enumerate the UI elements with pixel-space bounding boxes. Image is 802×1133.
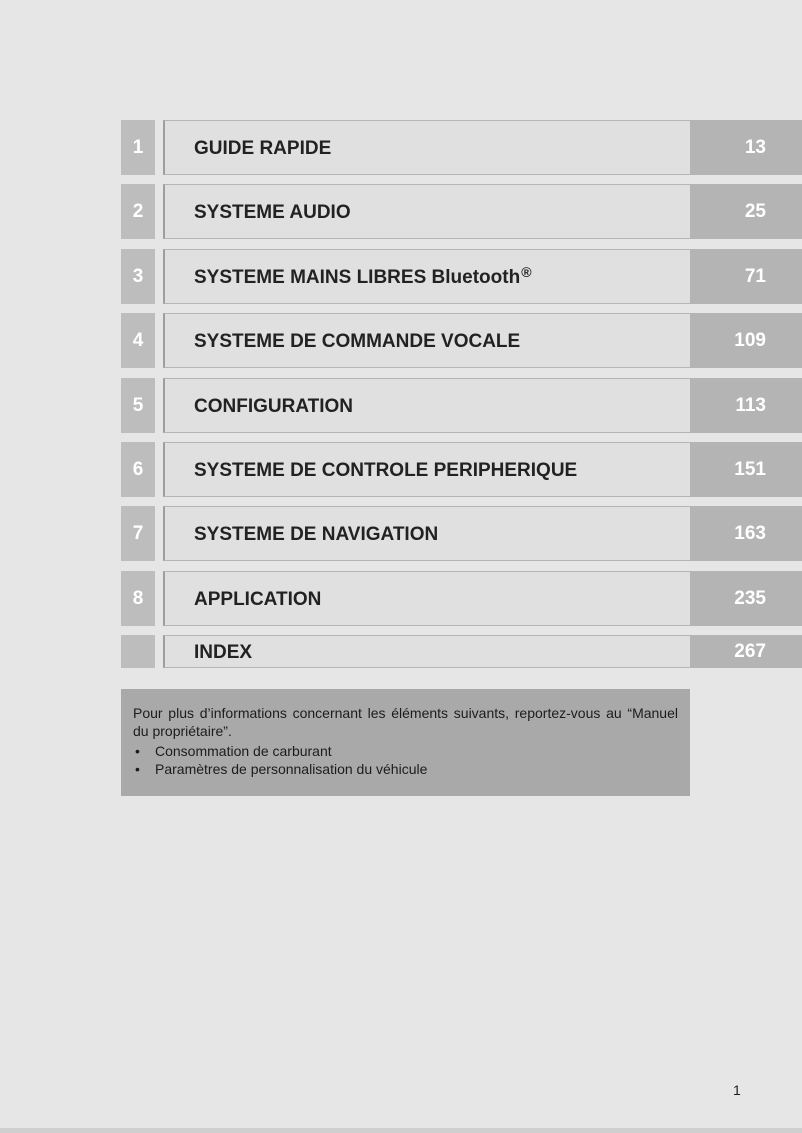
chapter-title[interactable]: SYSTEME DE NAVIGATION: [194, 524, 439, 545]
list-item: [133, 760, 678, 778]
registered-mark: ®: [521, 264, 532, 280]
chapter-row-8[interactable]: [121, 571, 802, 626]
chapter-row-3[interactable]: [121, 249, 802, 304]
list-item: [133, 742, 678, 760]
chapter-page-tab[interactable]: 163: [690, 506, 802, 561]
chapter-title-text: SYSTEME MAINS LIBRES Bluetooth: [194, 267, 521, 288]
page-number: 1: [733, 1082, 741, 1098]
note-intro: Pour plus d’informations concernant les éléments suivants, reportez-vous au “Manuel du propriétaire”.: [133, 705, 678, 739]
chapter-number-tab: 5: [121, 378, 155, 433]
index-title-box: [163, 635, 692, 668]
owner-manual-note: [121, 689, 690, 796]
chapter-number-tab: 2: [121, 184, 155, 239]
list-item-text: Consommation de carburant: [155, 743, 332, 759]
chapter-title-box: [163, 506, 692, 561]
chapter-title[interactable]: SYSTEME DE CONTROLE PERIPHERIQUE: [194, 460, 578, 481]
chapter-title-box: [163, 184, 692, 239]
index-title[interactable]: INDEX: [194, 642, 253, 663]
chapter-page-tab[interactable]: 109: [690, 313, 802, 368]
chapter-title-box: [163, 571, 692, 626]
chapter-number-tab: 1: [121, 120, 155, 175]
chapter-page-tab[interactable]: 13: [690, 120, 802, 175]
chapter-row-6[interactable]: [121, 442, 802, 497]
chapter-number-tab: 3: [121, 249, 155, 304]
chapter-number-tab: 7: [121, 506, 155, 561]
chapter-title-box: [163, 378, 692, 433]
chapter-page-tab[interactable]: 25: [690, 184, 802, 239]
chapter-title[interactable]: [194, 250, 532, 305]
chapter-title[interactable]: SYSTEME AUDIO: [194, 202, 351, 223]
chapter-title-box: [163, 120, 692, 175]
chapter-row-7[interactable]: [121, 506, 802, 561]
page-edge: [0, 1128, 802, 1133]
chapter-page-tab[interactable]: 151: [690, 442, 802, 497]
chapter-title[interactable]: APPLICATION: [194, 589, 322, 610]
chapter-row-2[interactable]: [121, 184, 802, 239]
chapter-title[interactable]: GUIDE RAPIDE: [194, 138, 332, 159]
chapter-row-4[interactable]: [121, 313, 802, 368]
chapter-page-tab[interactable]: 71: [690, 249, 802, 304]
list-item-text: Paramètres de personnalisation du véhicule: [155, 761, 428, 777]
chapter-row-5[interactable]: [121, 378, 802, 433]
chapter-title-box: [163, 313, 692, 368]
chapter-number-tab: 4: [121, 313, 155, 368]
note-list: [133, 742, 678, 778]
chapter-page-tab[interactable]: 113: [690, 378, 802, 433]
chapter-title[interactable]: SYSTEME DE COMMANDE VOCALE: [194, 331, 521, 352]
bullet-icon: •: [135, 743, 140, 759]
chapter-title-box: [163, 442, 692, 497]
chapter-row-1[interactable]: [121, 120, 802, 175]
index-row[interactable]: [121, 635, 802, 668]
bullet-icon: •: [135, 761, 140, 777]
index-number-tab: [121, 635, 155, 668]
chapter-number-tab: 6: [121, 442, 155, 497]
chapter-page-tab[interactable]: 235: [690, 571, 802, 626]
chapter-title[interactable]: CONFIGURATION: [194, 396, 354, 417]
chapter-number-tab: 8: [121, 571, 155, 626]
index-page-tab[interactable]: 267: [690, 635, 802, 668]
chapter-title-box: [163, 249, 692, 304]
